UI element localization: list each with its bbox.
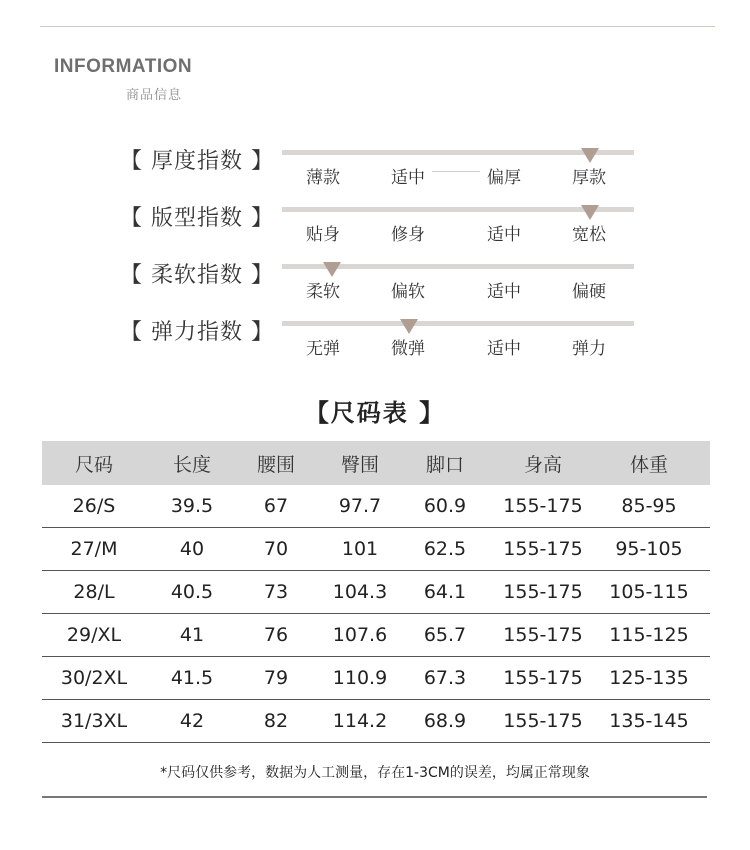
index-option: 适中 bbox=[487, 282, 521, 302]
table-cell: 39.5 bbox=[170, 495, 214, 517]
index-marker-icon bbox=[581, 205, 599, 220]
index-option: 偏厚 bbox=[487, 168, 521, 188]
scale-dash bbox=[432, 171, 480, 172]
table-cell: 95-105 bbox=[615, 538, 683, 560]
bottom-divider bbox=[42, 796, 707, 798]
table-row bbox=[42, 571, 710, 614]
table-cell: 76 bbox=[263, 624, 289, 646]
index-option: 微弹 bbox=[391, 339, 425, 359]
index-row-thickness bbox=[0, 150, 750, 200]
index-option: 贴身 bbox=[306, 225, 340, 245]
table-cell: 27/M bbox=[70, 538, 118, 560]
table-row bbox=[42, 614, 710, 657]
index-option: 宽松 bbox=[572, 225, 606, 245]
table-cell: 31/3XL bbox=[60, 710, 128, 732]
index-option: 厚款 bbox=[572, 168, 606, 188]
table-cell: 82 bbox=[263, 710, 289, 732]
table-cell: 60.9 bbox=[423, 495, 467, 517]
table-cell: 107.6 bbox=[332, 624, 388, 646]
table-cell: 110.9 bbox=[332, 667, 388, 689]
column-header: 尺码 bbox=[74, 453, 113, 476]
index-label: 【 柔软指数 】 bbox=[120, 263, 274, 288]
table-cell: 65.7 bbox=[423, 624, 467, 646]
index-label: 【 版型指数 】 bbox=[120, 206, 274, 231]
index-option: 适中 bbox=[487, 339, 521, 359]
info-subtitle: 商品信息 bbox=[126, 88, 183, 103]
table-cell: 104.3 bbox=[332, 581, 388, 603]
info-title: INFORMATION bbox=[54, 56, 193, 77]
index-row-fit bbox=[0, 207, 750, 257]
column-header: 脚口 bbox=[425, 453, 464, 476]
table-header bbox=[42, 441, 710, 485]
table-cell: 155-175 bbox=[503, 710, 583, 732]
table-cell: 40.5 bbox=[170, 581, 214, 603]
column-header: 身高 bbox=[523, 453, 562, 476]
table-row bbox=[42, 657, 710, 700]
index-label: 【 弹力指数 】 bbox=[120, 320, 274, 345]
column-header: 臀围 bbox=[340, 453, 379, 476]
index-marker-icon bbox=[400, 319, 418, 334]
table-cell: 67.3 bbox=[423, 667, 467, 689]
table-cell: 105-115 bbox=[609, 581, 689, 603]
table-cell: 41 bbox=[179, 624, 205, 646]
index-row-softness bbox=[0, 264, 750, 314]
index-row-elasticity bbox=[0, 321, 750, 371]
index-option: 适中 bbox=[391, 168, 425, 188]
index-option: 柔软 bbox=[306, 282, 340, 302]
table-cell: 79 bbox=[263, 667, 289, 689]
index-scale-bar bbox=[282, 321, 634, 326]
size-note: *尺码仅供参考，数据为人工测量，存在1-3CM的误差，均属正常现象 bbox=[160, 765, 590, 781]
column-header: 长度 bbox=[172, 453, 211, 476]
index-option: 弹力 bbox=[572, 339, 606, 359]
table-cell: 155-175 bbox=[503, 538, 583, 560]
size-chart-title: 【尺码表 】 bbox=[304, 399, 446, 427]
table-row bbox=[42, 485, 710, 528]
table-cell: 155-175 bbox=[503, 667, 583, 689]
index-option: 修身 bbox=[391, 225, 425, 245]
table-cell: 62.5 bbox=[423, 538, 467, 560]
table-cell: 155-175 bbox=[503, 581, 583, 603]
index-option: 偏硬 bbox=[572, 282, 606, 302]
index-option: 偏软 bbox=[391, 282, 425, 302]
table-cell: 68.9 bbox=[423, 710, 467, 732]
table-cell: 85-95 bbox=[621, 495, 677, 517]
index-marker-icon bbox=[323, 262, 341, 277]
top-divider bbox=[40, 26, 715, 27]
table-cell: 26/S bbox=[72, 495, 116, 517]
table-cell: 29/XL bbox=[66, 624, 122, 646]
table-cell: 155-175 bbox=[503, 624, 583, 646]
index-option: 适中 bbox=[487, 225, 521, 245]
table-row bbox=[42, 700, 710, 743]
index-marker-icon bbox=[581, 148, 599, 163]
table-cell: 41.5 bbox=[170, 667, 214, 689]
table-cell: 64.1 bbox=[423, 581, 467, 603]
table-row bbox=[42, 528, 710, 571]
table-cell: 114.2 bbox=[332, 710, 388, 732]
table-cell: 42 bbox=[179, 710, 205, 732]
table-cell: 101 bbox=[341, 538, 379, 560]
column-header: 腰围 bbox=[256, 453, 295, 476]
size-table bbox=[42, 441, 710, 743]
table-cell: 28/L bbox=[73, 581, 115, 603]
table-cell: 40 bbox=[179, 538, 205, 560]
table-cell: 115-125 bbox=[609, 624, 689, 646]
table-cell: 70 bbox=[263, 538, 289, 560]
table-cell: 135-145 bbox=[609, 710, 689, 732]
table-cell: 125-135 bbox=[609, 667, 689, 689]
table-cell: 73 bbox=[263, 581, 289, 603]
index-label: 【 厚度指数 】 bbox=[120, 149, 274, 174]
table-cell: 97.7 bbox=[338, 495, 382, 517]
index-option: 无弹 bbox=[306, 339, 340, 359]
table-cell: 155-175 bbox=[503, 495, 583, 517]
table-cell: 30/2XL bbox=[60, 667, 128, 689]
table-cell: 67 bbox=[263, 495, 289, 517]
column-header: 体重 bbox=[629, 453, 668, 476]
index-option: 薄款 bbox=[306, 168, 340, 188]
table-body bbox=[42, 485, 710, 743]
